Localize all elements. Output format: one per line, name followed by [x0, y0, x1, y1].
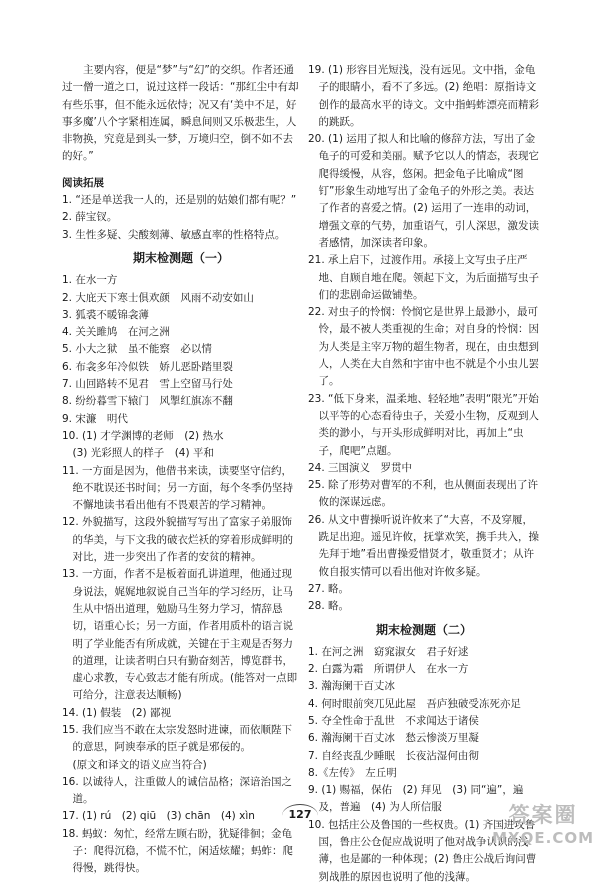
reading-item: 1. “还是单送我一人的，还是别的姑娘们都有呢？”	[62, 194, 297, 207]
answer-item: 27. 略。	[308, 582, 350, 595]
answer-item: 28. 略。	[308, 600, 350, 613]
answer-item: 4. 何时眼前突兀见此屋 吾庐独破受冻死亦足	[308, 697, 521, 710]
answer-item: 10. (1) 才学渊博的老师 (2) 热水	[62, 429, 224, 442]
answer-item: 9. 宋濂 明代	[62, 412, 128, 425]
answer-item: 4. 关关雎鸠 在河之洲	[62, 326, 170, 339]
answer-item: 19. (1) 形容目光短浅，没有远见。文中指，金龟子的眼睛小，看不了多远。(2) 绝唱：原指诗文创作的最高水平的诗文。文中指蚂蚱漂亮而精彩的跳跃。	[308, 64, 539, 128]
answer-subline: (3) 光彩照人的样子 (4) 平和	[72, 447, 214, 460]
answer-item: 6. 布衾多年冷似铁 娇儿恶卧踏里裂	[62, 360, 233, 373]
reading-item: 3. 生性多疑、尖酸刻薄、敏感直率的性格特点。	[62, 228, 286, 241]
answer-item: 8. 纷纷暮雪下辕门 风掣红旗冻不翻	[62, 395, 233, 408]
answer-item: 12. 外貌描写，这段外貌描写写出了富家子弟服饰的华美，与下文我的破衣烂袄的穿着形成鲜明的对比，进一步突出了作者的安贫的精神。	[62, 516, 293, 564]
answer-item: 20. (1) 运用了拟人和比喻的修辞方法，写出了金龟子的可爱和美丽。赋予它以人的情态，表现它爬得缓慢，从容，悠闲。把金龟子比喻成“图钉”形象生动地写出了金龟子的外形之美。表达了作者的喜爱之情。(2) 运用了一连串的动词，增强文章的气势，加重语气，引人深思，激发读者感情，加深读者印象。	[308, 133, 539, 249]
answer-item: 3. 狐裘不暖锦衾薄	[62, 308, 149, 321]
answer-item: 21. 承上启下，过渡作用。承接上文写虫子庄严地、自顾自地在爬。领起下文，为后面描写虫子们的悲剧命运做铺垫。	[308, 254, 539, 301]
answer-item: 14. (1) 假装 (2) 鄙视	[62, 706, 171, 719]
answer-item: 16. 以诚待人，注重做人的诚信品格；深谙治国之道。	[62, 775, 293, 806]
answer-item: 6. 瀚海阑干百丈冰 愁云惨淡万里凝	[308, 732, 479, 745]
answer-item: 8.《左传》 左丘明	[308, 766, 397, 779]
answer-item: 5. 小大之狱 虽不能察 必以情	[62, 343, 212, 356]
answer-item: 25. 除了形势对曹军的不利，也从侧面表现出了许攸的深谋远虑。	[308, 479, 539, 509]
intro-paragraph: 主要内容，便是“梦”与“幻”的交织。作者还通过一僧一道之口，说过这样一段话：“那红尘中有却有些乐事，但不能永远依恃；况又有‘美中不足，好事多魔’八个字紧相连属，瞬息间则又乐极悲生，人非物换，究竟是到头一梦，万境归空，倒不如不去的好。”	[62, 64, 299, 163]
left-column	[62, 62, 300, 878]
right-column	[308, 62, 540, 886]
answer-item: 3. 瀚海阑干百丈冰	[308, 680, 395, 693]
page-number	[278, 808, 322, 821]
answer-item: 5. 夺全性命于乱世 不求闻达于诸侯	[308, 714, 479, 727]
answer-item: 2. 大庇天下寒士俱欢颜 风雨不动安如山	[62, 291, 254, 304]
answer-item: 13. 一方面，作者不是板着面孔讲道理，他通过现身说法，娓娓地叙说自己当年的学习经历，让马生从中悟出道理，勉励马生努力学习，情辞恳切，语重心长；另一方面，作者用质朴的语言说明了学业能否有所成就，关键在于主观是否努力的道理，让读者明白只有勤奋刻苦，博览群书，虚心求教，专心致志才能有所成。(能答对一点即可给分，注意表达顺畅)	[62, 568, 298, 702]
reading-heading: 阅读拓展	[62, 176, 104, 189]
answer-item: 15. 我们应当不敢在太宗发怒时进谏，而依顺陛下的意思，阿谀奉承的臣子就是邪佞的。	[62, 723, 293, 754]
answer-item: 22. 对虫子的怜悯：怜悯它是世界上最渺小，最可怜，最不被人类重视的生命；对自身的怜悯：因为人类是主宰万物的超生物者，现在，由虫想到人，人类在大自然和宇宙中也不就是个小虫儿罢了。	[308, 306, 539, 388]
page-number-ornament	[282, 804, 318, 827]
answer-item: 9. (1) 赐福，保佑 (2) 拜见 (3) 同“遍”，遍及，普遍 (4) 为人所信服	[308, 784, 524, 814]
answer-item: 10. 包括庄公及鲁国的一些权贵。(1) 齐国进攻鲁国，鲁庄公仓促应战说明了他对战争认识的浅薄，也是鄙的一种体现；(2) 鲁庄公战后询问曹刿战胜的原因也说明了他的浅薄。	[308, 818, 537, 883]
answer-item: 1. 在水一方	[62, 274, 118, 287]
answer-item: 2. 白露为霜 所谓伊人 在水一方	[308, 663, 469, 676]
section-title-exam-1: 期末检测题（一）	[132, 250, 229, 265]
answer-item: 24. 三国演义 罗贯中	[308, 461, 413, 474]
section-title-exam-2: 期末检测题（二）	[375, 622, 472, 637]
answer-item: 11. 一方面是因为，他借书来读，读要坚守信约，绝不耽误还书时间；另一方面，每个冬季仍坚持不懈地读书看出他有不畏艰苦的学习精神。	[62, 464, 293, 512]
watermark-title: 答案圈	[508, 803, 578, 827]
answer-subline: (原文和译文的语义应当符合)	[72, 758, 207, 771]
answer-item: 26. 从文中曹操听说许攸来了“大喜，不及穿履，跣足出迎。遥见许攸，抚掌欢笑，携手共入，操先拜于地”看出曹操爱惜贤才，敬重贤才；从许攸自报实情可以看出他对许攸多疑。	[308, 513, 539, 578]
page-number-text: 127	[288, 808, 312, 821]
answer-item: 23. “低下身来，温柔地、轻轻地”表明“限光”开始以平等的心态看待虫子，关爱小生物，反观到人类的渺小，与开头形成鲜明对比，再加上“虫子，爬吧”点题。	[308, 392, 539, 457]
watermark-url: MXQE.COM	[492, 829, 594, 847]
answer-item: 7. 自经丧乱少睡眠 长夜沾湿何由彻	[308, 749, 479, 762]
answer-item: 18. 蚂蚁：匆忙，经常左顾右盼，犹疑徘徊；金龟子：爬得沉稳，不慌不忙，闲适炫耀；蚂蚱：爬得慢，跳得快。	[62, 827, 293, 875]
answer-item: 17. (1) rú (2) qiū (3) chān (4) xìn	[62, 810, 255, 823]
reading-item: 2. 薛宝钗。	[62, 211, 118, 224]
watermark	[492, 799, 594, 847]
answer-item: 7. 山回路转不见君 雪上空留马行处	[62, 378, 233, 391]
answer-item: 1. 在河之洲 窈窕淑女 君子好逑	[308, 645, 469, 658]
